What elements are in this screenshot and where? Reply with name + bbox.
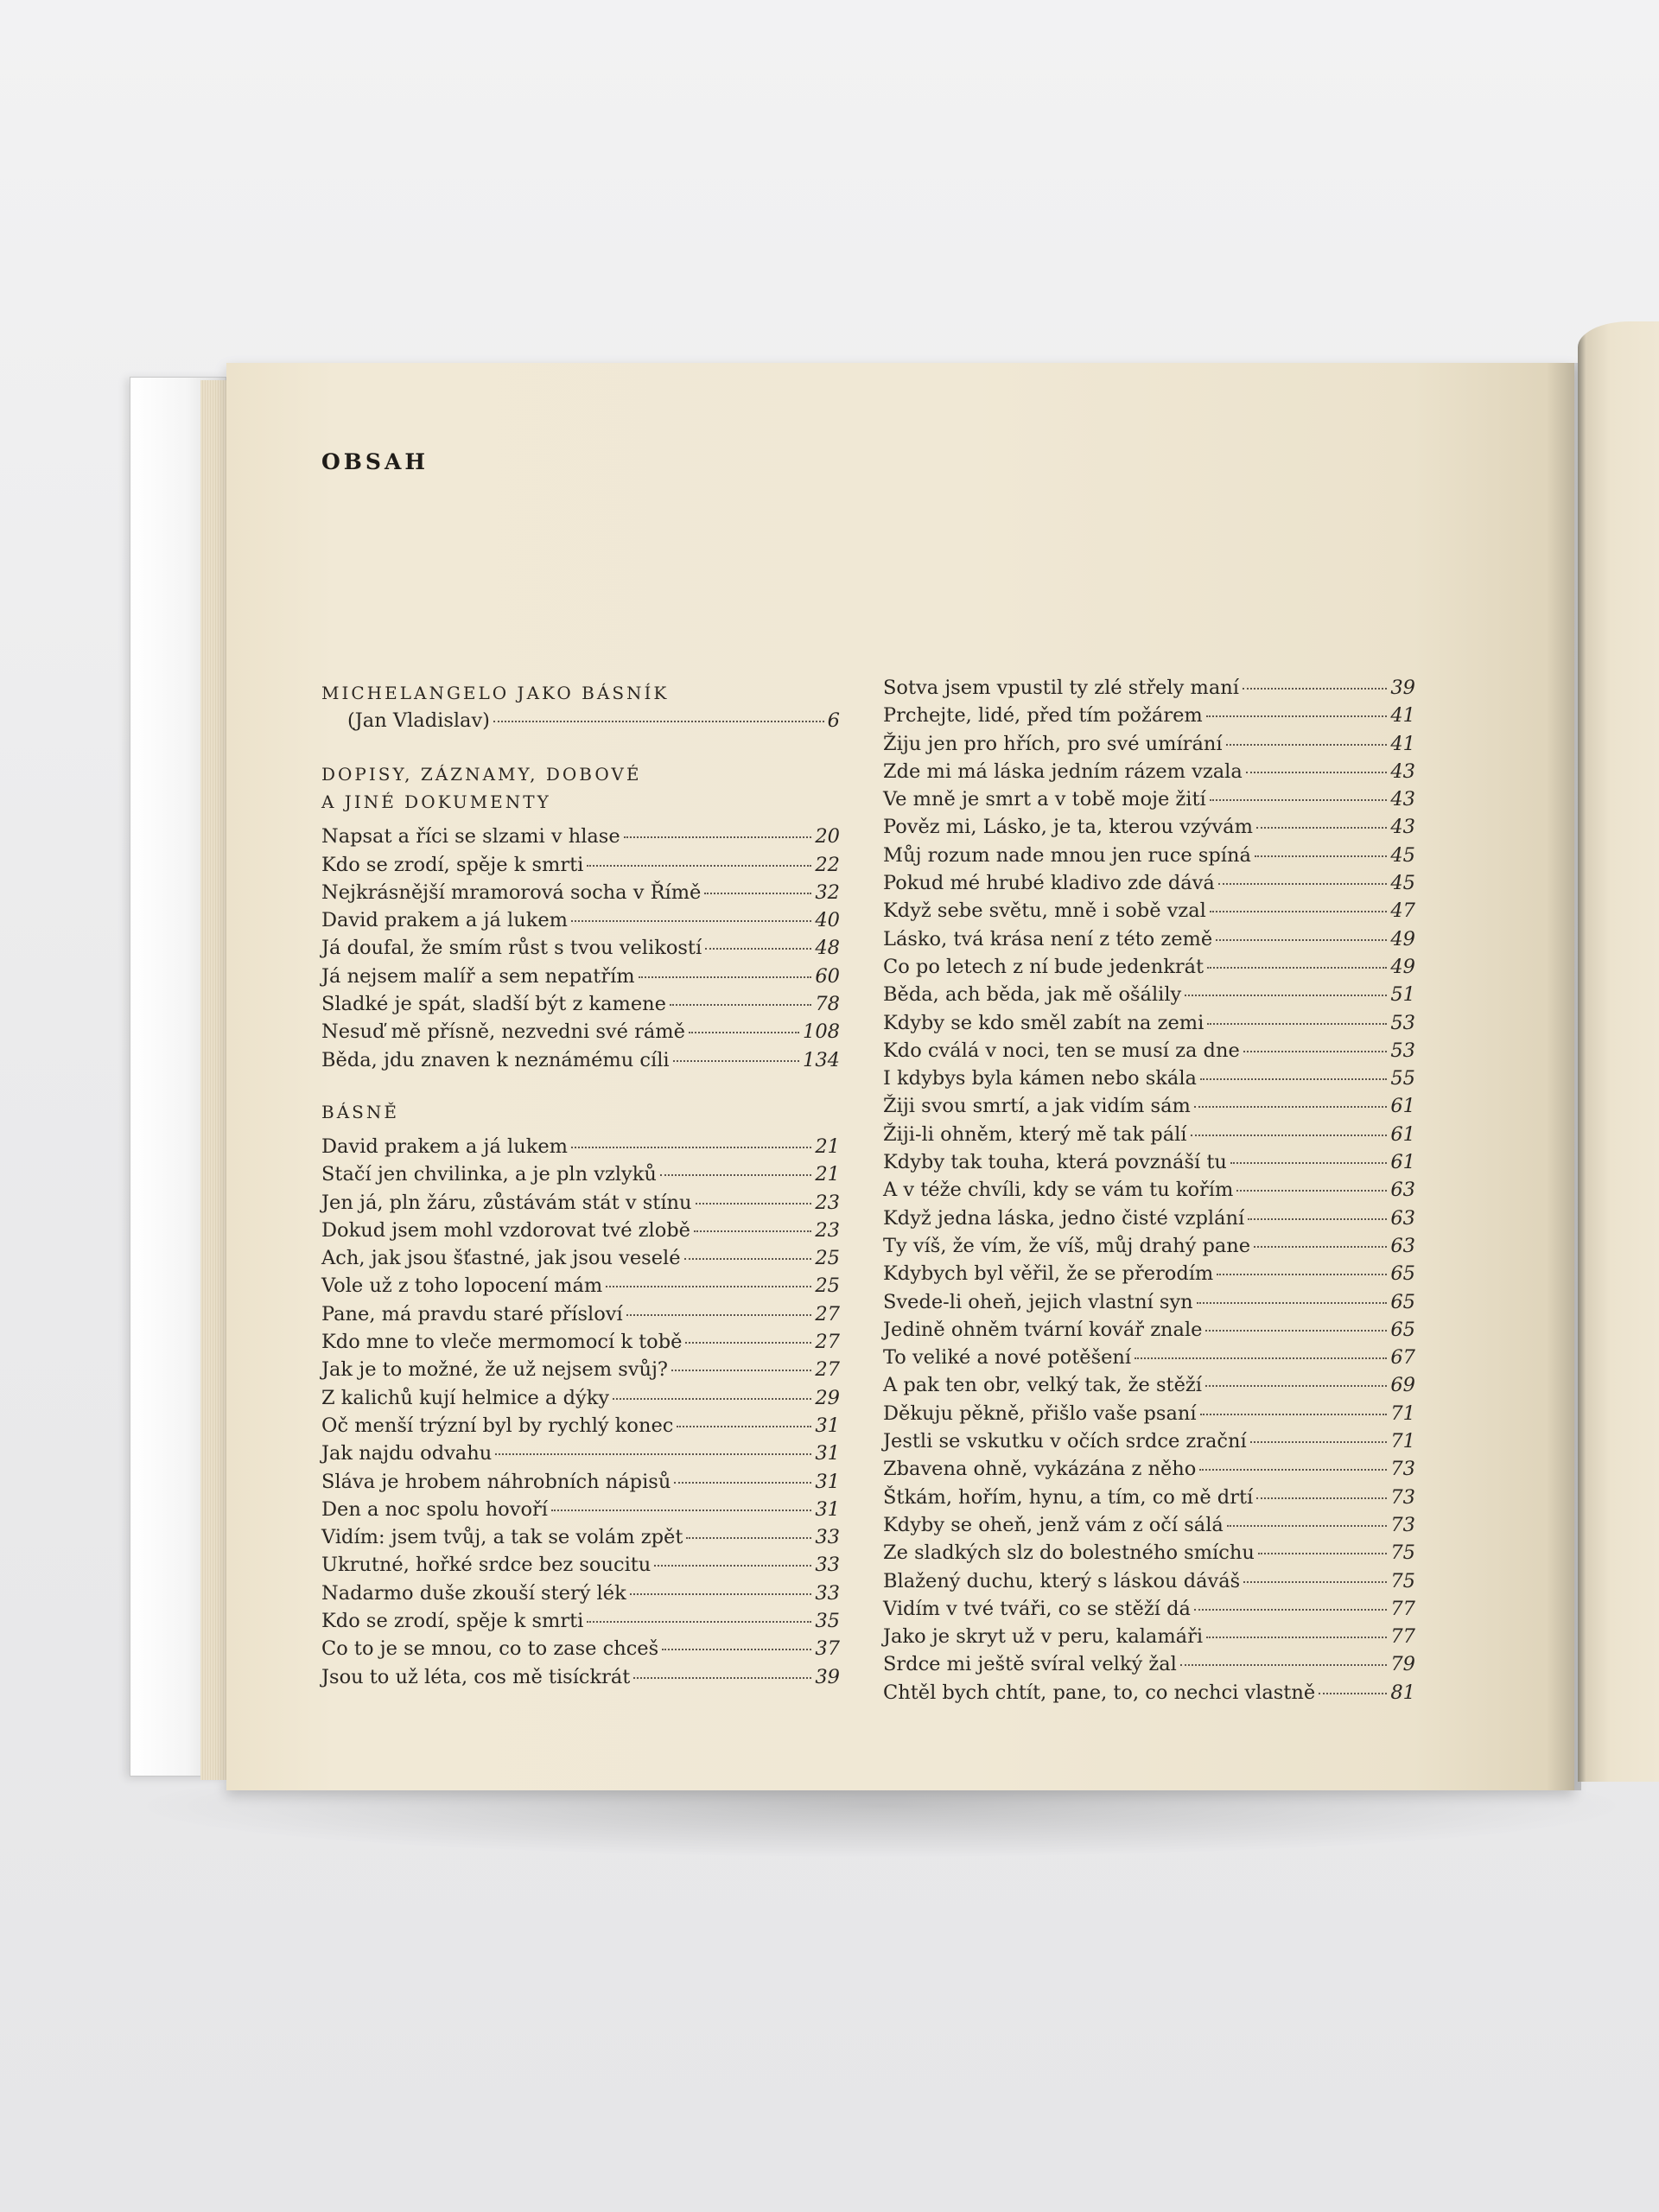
toc-entry [883, 1205, 1415, 1232]
toc-entry-title: Ukrutné, hořké srdce bez soucitu [321, 1554, 652, 1577]
toc-entry [321, 990, 840, 1018]
dot-leader [1200, 1413, 1388, 1415]
dot-leader [654, 1564, 811, 1567]
section-title-line: A JINÉ DOKUMENTY [321, 791, 551, 813]
toc-entry-page: 65 [1390, 1290, 1415, 1313]
dot-leader [686, 1536, 811, 1539]
dot-leader [633, 1676, 811, 1679]
toc-entry-title: I kdybys byla kámen nebo skála [883, 1067, 1197, 1090]
dot-leader [1210, 798, 1388, 801]
dot-leader [606, 1285, 811, 1287]
toc-entry-page: 55 [1390, 1067, 1415, 1090]
toc-entry-page: 61 [1390, 1122, 1415, 1146]
section-title-poems: BÁSNĚ [321, 1101, 399, 1122]
section-title-line: DOPISY, ZÁZNAMY, DOBOVÉ [321, 764, 642, 785]
toc-entry-page: 65 [1390, 1318, 1415, 1341]
dot-leader [1205, 1329, 1387, 1332]
toc-entry-page: 39 [1390, 677, 1415, 699]
dot-leader [1207, 1022, 1387, 1025]
dot-leader [495, 1452, 811, 1455]
dot-leader [624, 836, 812, 838]
toc-entry-title: Kdyby se kdo směl zabít na zemi [883, 1011, 1205, 1034]
toc-entry-page: 29 [815, 1386, 840, 1409]
dot-leader [1243, 687, 1387, 690]
toc-entry-title: Žiji svou smrtí, a jak vidím sám [883, 1095, 1191, 1118]
toc-entry [883, 1623, 1415, 1650]
toc-entry-page: 71 [1390, 1430, 1415, 1453]
toc-entry-page: 31 [815, 1470, 840, 1493]
dot-leader [684, 1257, 812, 1260]
toc-entry-page: 71 [1390, 1402, 1415, 1425]
toc-entry-page: 134 [803, 1048, 840, 1071]
toc-entry [321, 1440, 840, 1467]
toc-entry-title: Blažený duchu, který s láskou dáváš [883, 1569, 1241, 1592]
dot-leader [1230, 1161, 1387, 1164]
dot-leader [671, 1369, 811, 1371]
toc-entry-title: Zde mi má láska jedním rázem vzala [883, 760, 1243, 783]
dot-leader [1218, 882, 1388, 885]
dot-leader [1210, 910, 1388, 912]
toc-entry-page: 75 [1390, 1541, 1415, 1565]
toc-entry-title: Kdybych byl věřil, že se přerodím [883, 1262, 1214, 1286]
toc-entry [883, 1288, 1415, 1316]
toc-entry [883, 1567, 1415, 1595]
toc-entry-page: 43 [1390, 816, 1415, 839]
toc-entry-page: 40 [815, 909, 840, 932]
toc-entry-title: Pověz mi, Lásko, je ta, kterou vzývám [883, 816, 1253, 839]
toc-entry-page: 60 [815, 964, 840, 988]
toc-entry-page: 49 [1390, 927, 1415, 950]
toc-entry-page: 43 [1390, 788, 1415, 811]
toc-entry-title: Žiju jen pro hřích, pro své umírání [883, 732, 1223, 755]
toc-entry-page: 63 [1390, 1234, 1415, 1257]
toc-entry-title: Vidím v tvé tváři, co se stěží dá [883, 1597, 1191, 1620]
dot-leader [1243, 1580, 1387, 1583]
toc-entry-title: A v téže chvíli, kdy se vám tu kořím [883, 1179, 1234, 1202]
toc-entry-page: 53 [1390, 1011, 1415, 1034]
toc-entry-page: 47 [1390, 899, 1415, 923]
toc-entry-title: Vole už z toho lopocení mám [321, 1274, 603, 1298]
dot-leader [1255, 855, 1387, 857]
dot-leader [1248, 1217, 1387, 1220]
toc-entry [883, 1371, 1415, 1399]
dot-leader [587, 1620, 811, 1623]
toc-entry-page: 32 [815, 880, 840, 904]
toc-entry [883, 869, 1415, 897]
toc-entry [883, 1037, 1415, 1065]
toc-entry-title: Pane, má pravdu staré přísloví [321, 1302, 623, 1325]
toc-entry-page: 77 [1390, 1597, 1415, 1620]
dot-leader [1319, 1692, 1387, 1694]
toc-entry-title: Zbavena ohně, vykázána z něho [883, 1458, 1197, 1481]
toc-entry-page: 6 [827, 709, 840, 732]
toc-entry [321, 823, 840, 850]
toc-entry-title: Já doufal, že smím růst s tvou velikostí [321, 937, 702, 960]
dot-leader [689, 1031, 799, 1033]
toc-entry [883, 1427, 1415, 1455]
dot-leader [1254, 1245, 1387, 1248]
toc-entry-page: 27 [815, 1358, 840, 1382]
section-title-intro: MICHELANGELO JAKO BÁSNÍK [321, 683, 670, 703]
dot-leader [704, 892, 811, 894]
toc-entry [321, 1607, 840, 1635]
toc-entry [883, 1148, 1415, 1176]
dot-leader [1207, 966, 1387, 969]
toc-left-column [321, 679, 840, 1691]
toc-entry-page: 27 [815, 1331, 840, 1354]
toc-entry [321, 1018, 840, 1046]
toc-entry [883, 758, 1415, 785]
toc-entry [321, 963, 840, 990]
toc-entry-title: Lásko, tvá krása není z této země [883, 927, 1213, 950]
toc-list-poems-continued [883, 674, 1415, 1707]
toc-entry [321, 1217, 840, 1244]
toc-entry [883, 1484, 1415, 1511]
dot-leader [1217, 1273, 1387, 1275]
toc-entry [883, 674, 1415, 702]
toc-entry-title: Ze sladkých slz do bolestného smíchu [883, 1541, 1255, 1565]
toc-entry [321, 1356, 840, 1383]
toc-entry [883, 981, 1415, 1008]
dot-leader [1243, 1050, 1388, 1052]
toc-entry [321, 879, 840, 906]
toc-list-poems [321, 1133, 840, 1691]
toc-entry [321, 1272, 840, 1300]
dot-leader [1246, 771, 1388, 773]
toc-entry [883, 1679, 1415, 1707]
dot-leader [1206, 715, 1388, 717]
toc-entry-title: David prakem a já lukem [321, 909, 569, 932]
dot-leader [1191, 1134, 1388, 1136]
toc-entry-title: Žiji-li ohněm, který mě tak pálí [883, 1122, 1187, 1146]
dot-leader [1236, 1189, 1387, 1192]
toc-entry-title: Srdce mi ještě svíral velký žal [883, 1653, 1177, 1676]
toc-entry-title: Kdo mne to vleče mermomocí k tobě [321, 1331, 683, 1354]
toc-entry [883, 1455, 1415, 1483]
toc-entry-page: 23 [815, 1191, 840, 1214]
dot-leader [1216, 938, 1387, 941]
toc-entry [321, 851, 840, 879]
toc-entry-page: 78 [815, 993, 840, 1016]
toc-entry-page: 31 [815, 1442, 840, 1465]
toc-entry-title: Kdyby se oheň, jenž vám z očí sálá [883, 1513, 1224, 1536]
toc-entry-title: Stačí jen chvilinka, a je pln vzlyků [321, 1163, 657, 1186]
toc-entry-title: Když jedna láska, jedno čisté vzplání [883, 1206, 1245, 1230]
toc-entry-title: Jsou to už léta, cos mě tisíckrát [321, 1665, 631, 1688]
toc-entry [321, 934, 840, 962]
toc-entry-page: 27 [815, 1302, 840, 1325]
toc-entry [883, 1121, 1415, 1148]
toc-entry-title: Ach, jak jsou šťastné, jak jsou veselé [321, 1247, 681, 1270]
toc-entry [321, 1300, 840, 1328]
dot-leader [571, 1146, 811, 1148]
toc-entry-page: 33 [815, 1581, 840, 1605]
toc-entry-page: 73 [1390, 1458, 1415, 1481]
toc-entry [883, 925, 1415, 953]
toc-entry-title: Já nejsem malíř a sem nepatřím [321, 964, 635, 988]
toc-entry-page: 45 [1390, 872, 1415, 895]
toc-entry-title: Kdo se zrodí, spěje k smrti [321, 1610, 584, 1633]
toc-entry-page: 45 [1390, 843, 1415, 867]
toc-entry-page: 63 [1390, 1206, 1415, 1230]
toc-entry [883, 842, 1415, 869]
toc-list-documents [321, 823, 840, 1074]
toc-entry [883, 953, 1415, 981]
toc-entry [883, 730, 1415, 758]
toc-entry-title: Co to je se mnou, co to zase chceš [321, 1637, 659, 1661]
toc-entry-page: 21 [815, 1135, 840, 1158]
toc-entry-page: 23 [815, 1218, 840, 1242]
toc-entry-title: Jestli se vskutku v očích srdce zrační [883, 1430, 1247, 1453]
toc-entry-page: 79 [1390, 1653, 1415, 1676]
toc-entry-title: Jako je skryt už v peru, kalamáři [883, 1625, 1204, 1649]
dot-leader [1256, 1497, 1387, 1499]
toc-entry [883, 1065, 1415, 1092]
toc-entry-page: 35 [815, 1610, 840, 1633]
toc-entry-page: 41 [1390, 704, 1415, 728]
toc-entry-title: Běda, ach běda, jak mě ošálily [883, 983, 1182, 1007]
toc-entry [321, 1468, 840, 1496]
toc-entry [321, 1244, 840, 1272]
dot-leader [1194, 1105, 1388, 1108]
dot-leader [587, 864, 811, 867]
toc-entry [883, 1232, 1415, 1260]
toc-entry-page: 37 [815, 1637, 840, 1661]
toc-entry-page: 73 [1390, 1485, 1415, 1509]
toc-entry [321, 1663, 840, 1691]
toc-entry-page: 49 [1390, 955, 1415, 978]
toc-entry-page: 33 [815, 1526, 840, 1549]
dot-leader [1250, 1440, 1388, 1443]
dot-leader [1205, 1384, 1387, 1387]
toc-entry-page: 25 [815, 1247, 840, 1270]
toc-entry [883, 1595, 1415, 1623]
dot-leader [1135, 1357, 1387, 1359]
toc-entry-title: Kdo se zrodí, spěje k smrti [321, 853, 584, 876]
toc-entry-title: Jedině ohněm tvární kovář znale [883, 1318, 1203, 1341]
toc-entry-page: 48 [815, 937, 840, 960]
dot-leader [1180, 1663, 1388, 1666]
toc-entry [321, 1523, 840, 1551]
dot-leader [673, 1059, 799, 1062]
toc-entry-title: Dokud jsem mohl vzdorovat tvé zlobě [321, 1218, 690, 1242]
toc-entry-page: 108 [803, 1020, 840, 1044]
toc-entry [321, 1189, 840, 1217]
toc-entry-page: 51 [1390, 983, 1415, 1007]
toc-entry-title: Prchejte, lidé, před tím požárem [883, 704, 1203, 728]
dot-leader [1227, 1524, 1388, 1527]
toc-entry [321, 1551, 840, 1579]
toc-entry-title: Štkám, hořím, hynu, a tím, co mě drtí [883, 1485, 1254, 1509]
toc-entry-title: Sladké je spát, sladší být z kamene [321, 993, 666, 1016]
toc-entry-title: Pokud mé hrubé kladivo zde dává [883, 872, 1215, 895]
dot-leader [1197, 1301, 1388, 1304]
toc-entry-page: 61 [1390, 1095, 1415, 1118]
toc-entry-page: 22 [815, 853, 840, 876]
toc-entry-page: 21 [815, 1163, 840, 1186]
dot-leader [1199, 1468, 1387, 1471]
toc-entry-title: A pak ten obr, velký tak, že stěží [883, 1374, 1202, 1397]
toc-entry-title: Chtěl bych chtít, pane, to, co nechci vlastně [883, 1681, 1316, 1704]
toc-entry-title: Nejkrásnější mramorová socha v Římě [321, 880, 702, 904]
toc-entry-title: Co po letech z ní bude jedenkrát [883, 955, 1205, 978]
toc-entry-page: 65 [1390, 1262, 1415, 1286]
dot-leader [660, 1173, 812, 1176]
toc-entry-title: Vidím: jsem tvůj, a tak se volám zpět [321, 1526, 683, 1549]
dot-leader [1194, 1608, 1387, 1611]
toc-entry [321, 1384, 840, 1412]
toc-entry-page: 69 [1390, 1374, 1415, 1397]
toc-entry [883, 1260, 1415, 1287]
toc-entry-title: Děkuju pěkně, přišlo vaše psaní [883, 1402, 1197, 1425]
toc-entry [321, 1412, 840, 1440]
toc-entry [321, 906, 840, 934]
dot-leader [613, 1397, 811, 1400]
dot-leader [1256, 826, 1387, 829]
toc-entry-title: To veliké a nové potěšení [883, 1346, 1132, 1370]
toc-entry-page: 73 [1390, 1513, 1415, 1536]
page-title: OBSAH [321, 449, 429, 474]
dot-leader [626, 1313, 812, 1316]
toc-entry-page: 31 [815, 1414, 840, 1437]
toc-entry [883, 1176, 1415, 1204]
toc-entry-page: 53 [1390, 1039, 1415, 1062]
toc-entry-title: Sláva je hrobem náhrobních nápisů [321, 1470, 671, 1493]
toc-entry-page: 75 [1390, 1569, 1415, 1592]
dot-leader [571, 919, 811, 922]
toc-entry [883, 1511, 1415, 1539]
toc-entry-title: Oč menší trýzní byl by rychlý konec [321, 1414, 674, 1437]
dot-leader [674, 1481, 811, 1484]
toc-right-column [883, 674, 1415, 1707]
toc-entry [883, 1650, 1415, 1678]
toc-entry-page: 25 [815, 1274, 840, 1298]
toc-entry-title: Den a noc spolu hovoří [321, 1497, 548, 1521]
toc-entry-title: Nesuď mě přísně, nezvedni své rámě [321, 1020, 685, 1044]
toc-entry-page: 61 [1390, 1151, 1415, 1174]
toc-entry-page: 39 [815, 1665, 840, 1688]
toc-entry [883, 1316, 1415, 1344]
dot-leader [639, 976, 812, 978]
toc-entry [883, 1344, 1415, 1371]
dot-leader [493, 720, 824, 722]
toc-entry [321, 707, 840, 734]
toc-entry-title: Jen já, pln žáru, zůstávám stát v stínu [321, 1191, 692, 1214]
dot-leader [705, 947, 811, 950]
toc-entry [883, 1539, 1415, 1567]
toc-entry-page: 31 [815, 1497, 840, 1521]
toc-entry-title: Když sebe světu, mně i sobě vzal [883, 899, 1206, 923]
toc-entry-title: Z kalichů kují helmice a dýky [321, 1386, 610, 1409]
dot-leader [662, 1648, 811, 1650]
dot-leader [1200, 1077, 1387, 1080]
toc-entry [321, 1160, 840, 1188]
dot-leader [685, 1341, 811, 1344]
toc-entry [321, 1133, 840, 1160]
toc-entry-page: 67 [1390, 1346, 1415, 1370]
toc-entry-title: Jak najdu odvahu [321, 1442, 493, 1465]
dot-leader [694, 1230, 811, 1232]
toc-entry-page: 20 [815, 825, 840, 849]
section-title-documents [321, 760, 840, 816]
toc-entry [883, 1092, 1415, 1120]
dot-leader [670, 1003, 811, 1006]
toc-entry-page: 41 [1390, 732, 1415, 755]
toc-entry [321, 1635, 840, 1662]
toc-entry-title: Napsat a říci se slzami v hlase [321, 825, 620, 849]
toc-entry [883, 702, 1415, 729]
book-page-right [1578, 321, 1659, 1782]
toc-entry [321, 1580, 840, 1607]
dot-leader [696, 1202, 812, 1205]
toc-entry-title: Běda, jdu znaven k neznámému cíli [321, 1048, 670, 1071]
dot-leader [1206, 1636, 1387, 1638]
dot-leader [1185, 994, 1387, 996]
toc-entry [321, 1328, 840, 1356]
toc-entry-title: Ve mně je smrt a v tobě moje žití [883, 788, 1206, 811]
dot-leader [677, 1425, 811, 1427]
toc-entry-page: 77 [1390, 1625, 1415, 1649]
dot-leader [551, 1509, 811, 1511]
toc-entry [883, 1400, 1415, 1427]
toc-entry [883, 1009, 1415, 1037]
dot-leader [1258, 1552, 1388, 1554]
toc-entry-title: Můj rozum nade mnou jen ruce spíná [883, 843, 1251, 867]
toc-entry [883, 813, 1415, 841]
toc-entry-title: Kdo cválá v noci, ten se musí za dne [883, 1039, 1240, 1062]
toc-entry-title: Svede-li oheň, jejich vlastní syn [883, 1290, 1193, 1313]
toc-entry-page: 81 [1390, 1681, 1415, 1704]
toc-entry-title: Nadarmo duše zkouší sterý lék [321, 1581, 626, 1605]
toc-entry [321, 1496, 840, 1523]
toc-entry-title: Jak je to možné, že už nejsem svůj? [321, 1358, 668, 1382]
toc-entry-page: 43 [1390, 760, 1415, 783]
toc-entry [883, 785, 1415, 813]
toc-entry [883, 897, 1415, 925]
toc-entry-page: 33 [815, 1554, 840, 1577]
toc-entry-title: Ty víš, že vím, že víš, můj drahý pane [883, 1234, 1251, 1257]
toc-entry [321, 1046, 840, 1074]
spine-shadow [1547, 363, 1581, 1790]
dot-leader [630, 1592, 812, 1595]
toc-entry-title: Kdyby tak touha, která povznáší tu [883, 1151, 1227, 1174]
toc-entry-page: 63 [1390, 1179, 1415, 1202]
toc-entry-title: David prakem a já lukem [321, 1135, 569, 1158]
toc-entry-title: Sotva jsem vpustil ty zlé střely maní [883, 677, 1239, 699]
toc-entry-title: (Jan Vladislav) [347, 709, 490, 732]
dot-leader [1226, 743, 1388, 746]
